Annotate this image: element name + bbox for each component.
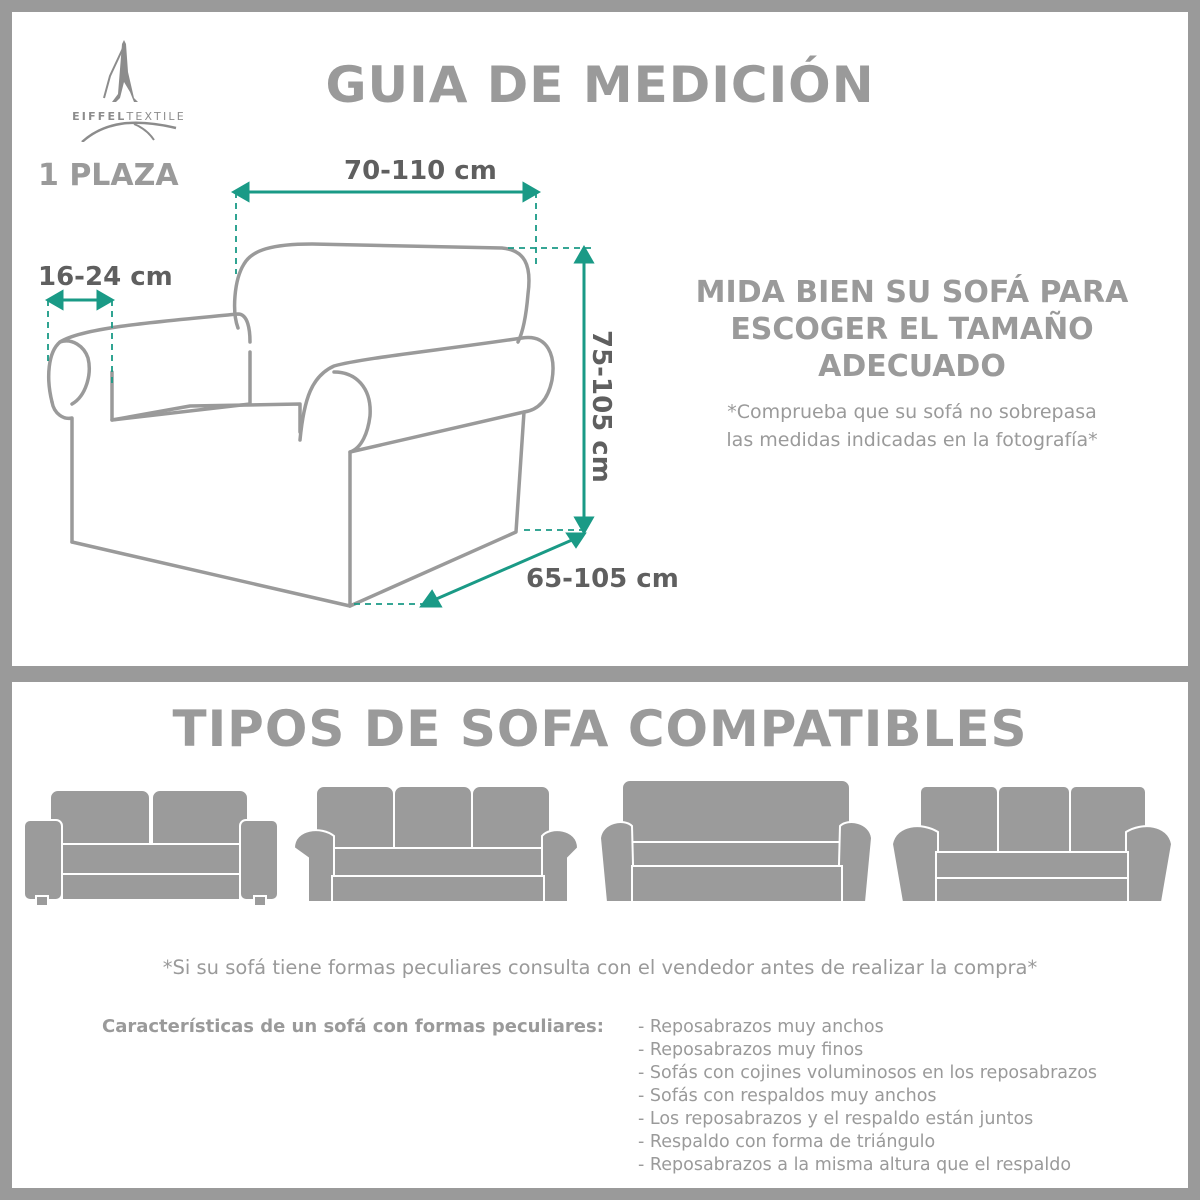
- peculiar-shapes-note: *Si su sofá tiene formas peculiares consulta con el vendedor antes de realizar la compra*: [162, 956, 1038, 979]
- list-item: - Sofás con cojines voluminosos en los reposabrazos: [638, 1062, 1097, 1085]
- section-title: TIPOS DE SOFA COMPATIBLES: [172, 700, 1028, 758]
- compatible-sofas-panel: [12, 682, 1188, 1188]
- sofa-types-illustration: [12, 778, 1188, 928]
- sofa-two-seat-icon: [24, 790, 278, 906]
- depth-dimension-label: 65-105 cm: [526, 564, 679, 594]
- height-dimension-label: 75-105 cm: [586, 330, 616, 483]
- width-dimension-label: 70-110 cm: [344, 156, 497, 186]
- arm-width-dimension-label: 16-24 cm: [38, 262, 173, 292]
- sofa-three-seat-single-back-icon: [600, 780, 872, 902]
- dimension-guides: [48, 192, 592, 604]
- list-item: - Reposabrazos a la misma altura que el respaldo: [638, 1154, 1097, 1177]
- measurement-guide-panel: [12, 12, 1188, 666]
- features-list: [638, 1016, 1097, 1177]
- list-item: - Reposabrazos muy anchos: [638, 1016, 1097, 1039]
- sofa-three-seat-rolled-arm-icon: [294, 786, 578, 902]
- headline-line: ADECUADO: [818, 349, 1006, 384]
- list-item: - Sofás con respaldos muy anchos: [638, 1085, 1097, 1108]
- headline-line: ESCOGER EL TAMAÑO: [730, 312, 1094, 347]
- page-title: GUIA DE MEDICIÓN: [325, 56, 875, 114]
- armchair-outline: [49, 244, 553, 606]
- note-line: las medidas indicadas en la fotografía*: [726, 429, 1098, 451]
- features-label: Características de un sofá con formas peculiares:: [102, 1016, 604, 1037]
- size-label: 1 PLAZA: [38, 158, 179, 193]
- list-item: - Reposabrazos muy finos: [638, 1039, 1097, 1062]
- list-item: - Respaldo con forma de triángulo: [638, 1131, 1097, 1154]
- headline-line: MIDA BIEN SU SOFÁ PARA: [695, 275, 1129, 310]
- sofa-three-seat-padded-arm-icon: [892, 786, 1172, 902]
- list-item: - Los reposabrazos y el respaldo están juntos: [638, 1108, 1097, 1131]
- measurement-note: [672, 398, 1152, 454]
- brand-logo-text: EIFFELTEXTILE: [72, 110, 186, 123]
- note-line: *Comprueba que su sofá no sobrepasa: [727, 401, 1097, 423]
- headline: [672, 274, 1152, 385]
